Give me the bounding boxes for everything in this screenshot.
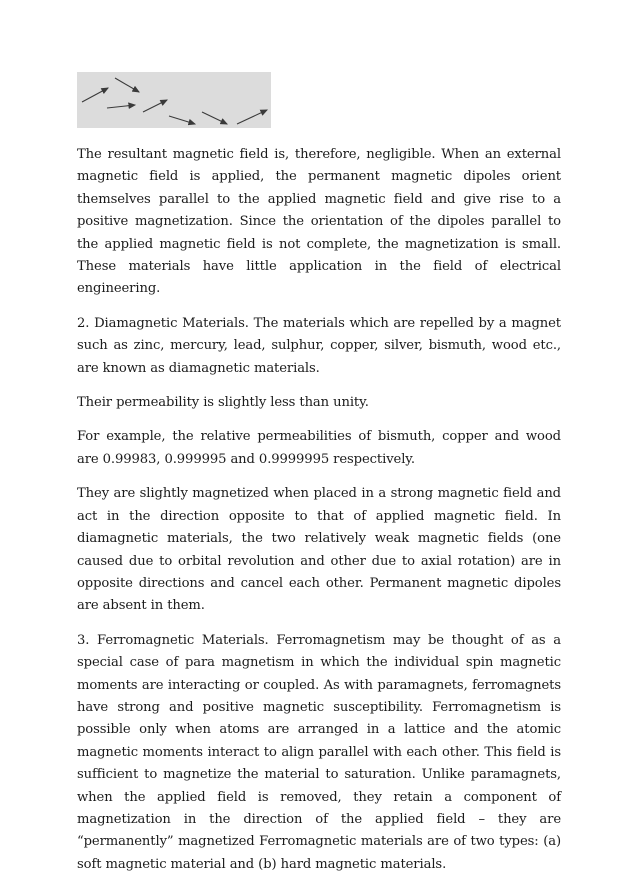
magnetic-dipole-arrows-icon [77, 72, 271, 128]
paragraph: They are slightly magnetized when placed in a strong magnetic field and act in the direction opposite to that of applied magnetic field. In diamagnetic materials, the two relatively weak magnetic fields (one caused due to orbital revolution and other due to axial rotation) are in opposite directions and cancel each other. Permanent magnetic dipoles are absent in them. [77, 486, 561, 614]
body-text [77, 144, 561, 888]
paragraph: Their permeability is slightly less than unity. [77, 395, 369, 411]
paragraph: The resultant magnetic field is, therefore, negligible. When an external magnetic field is applied, the permanent magnetic dipoles orient themselves parallel to the applied magnetic field and give rise to a positive magnetization. Since the orientation of the dipoles parallel to the applied magnetic field is not complete, the magnetization is small. These materials have little application in the field of electrical engineering. [77, 147, 561, 297]
paragraph: 3. Ferromagnetic Materials. Ferromagnetism may be thought of as a special case of para magnetism in which the individual spin magnetic moments are interacting or coupled. As with paramagnets, ferromagnets have strong and positive magnetic susceptibility. Ferromagnetism is possible only when atoms are arranged in a lattice and the atomic magnetic moments interact to align parallel with each other. This field is sufficient to magnetize the material to saturation. Unlike paramagnets, when the applied field is removed, they retain a component of magnetization in the direction of the applied field – they are “permanently” magnetized Ferromagnetic materials are of two types: (a) soft magnetic material and (b) hard magnetic materials. [77, 632, 561, 872]
dipole-arrows-figure [77, 72, 271, 128]
paragraph: 2. Diamagnetic Materials. The materials which are repelled by a magnet such as zinc, mercury, lead, sulphur, copper, silver, bismuth, wood etc., are known as diamagnetic materials. [77, 315, 561, 376]
paragraph: For example, the relative permeabilities of bismuth, copper and wood are 0.99983, 0.999995 and 0.9999995 respectively. [77, 429, 561, 467]
